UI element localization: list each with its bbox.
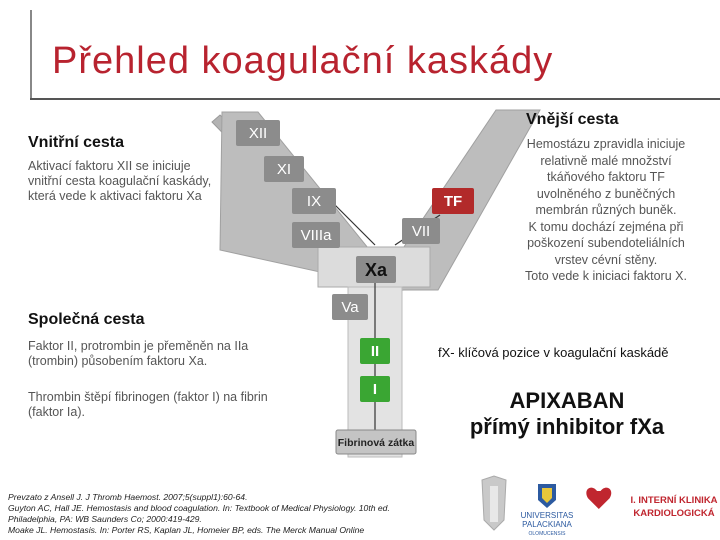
svg-text:XII: XII [248,125,268,142]
extrinsic-heading: Vnější cesta [526,111,619,128]
svg-text:VIIIa: VIIIa [300,227,332,244]
factor-viiia [292,222,340,248]
reference-line: Moake JL. Hemostasis. In: Porter RS, Kaplan JL, Homeier BP, eds. The Merck Manual Online [8,525,365,535]
svg-text:Va: Va [341,299,359,316]
svg-text:PALACKIANA: PALACKIANA [522,520,572,529]
apixaban-subtitle: přímý inhibitor fXa [469,414,665,439]
university-logo-text: UNIVERSITAS [520,511,574,520]
svg-text:XI: XI [276,161,292,178]
factor-xa [356,256,396,283]
svg-text:II: II [370,343,380,360]
olomouc-emblem-logo [482,476,506,530]
svg-text:Xa: Xa [364,260,388,280]
apixaban-title: APIXABAN [509,388,625,413]
references [8,492,478,536]
fxa-key-position-note: fX- klíčová pozice v koagulační kaskádě [438,345,669,360]
common-description-1: Faktor II, protrombin je přeměněn na IIa (trombin) působením faktoru Xa. [28,339,249,368]
svg-text:OLOMUCENSIS: OLOMUCENSIS [528,531,566,537]
svg-text:I. INTERNÍ KLINIKA: I. INTERNÍ KLINIKA [630,495,718,506]
apixaban-label [462,388,672,440]
svg-text:VII: VII [411,223,431,240]
intrinsic-description: Aktivací faktoru XII se iniciuje vnitřní cesta koagulační kaskády, která vede k aktivaci faktoru Xa [28,159,212,203]
intrinsic-heading: Vnitřní cesta [28,134,125,151]
university-shield-logo [538,484,556,508]
factor-xi [264,156,304,182]
factor-vii [402,218,440,244]
slide-title: Přehled koagulační kaskády [52,40,554,82]
common-description-2: Thrombin štěpí fibrinogen (faktor I) na fibrin (faktor Ia). [28,390,268,419]
factor-va [332,294,368,320]
svg-text:TF: TF [443,193,463,210]
reference-line: Guyton AC, Hall JE. Hemostasis and blood coagulation. In: Textbook of Medical Physiology. 10th ed. [8,503,390,513]
svg-text:KARDIOLOGICKÁ: KARDIOLOGICKÁ [633,508,715,519]
svg-text:I: I [372,381,378,398]
factor-ii [360,338,390,364]
svg-text:Fibrinová zátka: Fibrinová zátka [337,437,415,449]
factor-ix [292,188,336,214]
factor-i [360,376,390,402]
factor-xii [236,120,280,146]
fibrin-clot [336,430,416,454]
factor-tf [432,188,474,214]
cardiology-clinic-logo [586,488,611,509]
common-heading: Společná cesta [28,311,145,328]
extrinsic-description: Hemostázu zpravidla iniciuje relativně malé množství tkáňového faktoru TF uvolněného z buněčných membrán různých buněk. K tomu dochází zejména při poškození subendoteliálních vrstev cévní stěny. Toto vede k iniciaci faktoru X. [525,137,687,283]
svg-text:IX: IX [306,193,322,210]
reference-line: Prevzato z Ansell J. J Thromb Haemost. 2007;5(suppl1):60-64. [8,492,248,502]
reference-line: Philadelphia, PA: WB Saunders Co; 2000:419-429. [8,514,202,524]
